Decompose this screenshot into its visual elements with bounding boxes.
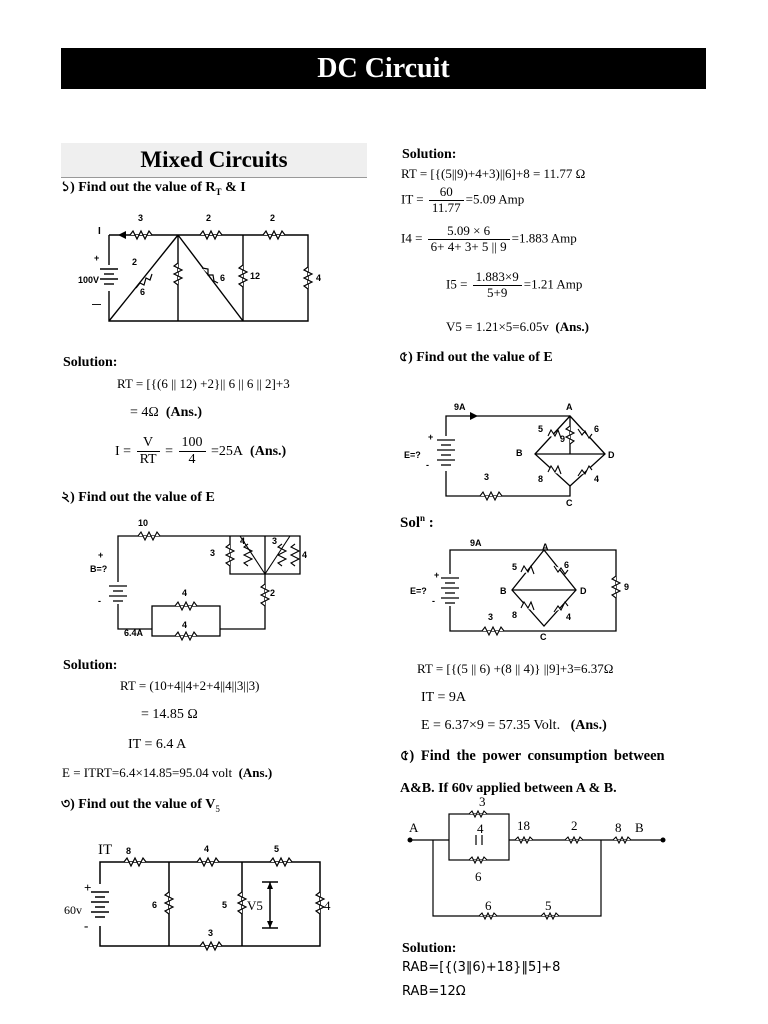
question-5-line2: A&B. If 60v applied between A & B. xyxy=(400,781,617,796)
it-result: IT = 9A xyxy=(421,690,466,705)
rt-equation: RT = [{(5||9)+4+3)||6]+8 = 11.77 Ω xyxy=(401,166,586,181)
question-text: ) Find out the value of E xyxy=(408,350,553,365)
current-label: 6.4A xyxy=(124,628,144,638)
resistor-label: 3 xyxy=(138,213,144,223)
resistor-label: 5 xyxy=(222,900,228,910)
resistor-label: 4 xyxy=(324,898,331,913)
denominator: 6+ 4+ 3+ 5 || 9 xyxy=(430,238,507,254)
question-2 xyxy=(61,490,215,506)
question-subscript: 5 xyxy=(215,803,220,814)
question-number: ১ xyxy=(61,180,71,195)
circuit-diagram-2 xyxy=(90,514,315,642)
rt-equation: RT = [{(5 || 6) +(8 || 4)} ||9]+3=6.37Ω xyxy=(417,661,614,676)
node-label: D xyxy=(580,586,587,596)
plus-sign: + xyxy=(434,570,440,580)
resistor-label: 3 xyxy=(272,536,278,546)
node-label: C xyxy=(566,498,573,508)
resistor-label: 8 xyxy=(538,474,544,484)
resistor-label: 4 xyxy=(594,474,600,484)
resistor-label: 3 xyxy=(210,548,216,558)
resistor-label: 6 xyxy=(594,424,600,434)
current-label: 9A xyxy=(454,402,466,412)
circuit-diagram-3 xyxy=(62,834,347,962)
question-number: ৫ xyxy=(400,748,410,764)
rt-equation: RT = [{(6 || 12) +2}|| 6 || 6 || 2]+3 xyxy=(117,376,290,391)
soln-label xyxy=(400,513,434,532)
e-value: E = 6.37×9 = 57.35 Volt. xyxy=(421,718,561,733)
resistor-label: 9 xyxy=(624,582,630,592)
resistor-label: 2 xyxy=(270,588,276,598)
voltage-label: 60v xyxy=(64,903,82,917)
resistor-label: 4 xyxy=(240,536,246,546)
numerator: V xyxy=(137,435,160,452)
numerator: 60 xyxy=(429,185,464,201)
node-label: C xyxy=(540,632,547,642)
rab-result: RAB=12Ω xyxy=(402,984,466,999)
answer-tag: (Ans.) xyxy=(570,718,607,733)
resistor-label: 9 xyxy=(560,434,566,444)
it-lhs: IT = xyxy=(401,191,424,207)
resistor-label: 4 xyxy=(566,612,572,622)
answer-tag: (Ans.) xyxy=(250,443,287,459)
i4-equation xyxy=(401,224,577,255)
i-result: =25A xyxy=(211,443,244,459)
soln-sup: n xyxy=(420,513,426,523)
it-result: IT = 6.4 A xyxy=(128,737,187,752)
i5-lhs: I5 = xyxy=(446,276,468,292)
resistor-label: 3 xyxy=(479,796,486,809)
voltage-label: 100V xyxy=(78,275,100,285)
current-equation xyxy=(115,435,286,468)
node-label: B xyxy=(635,820,644,835)
current-label: I xyxy=(98,226,101,237)
soln-text: Sol xyxy=(400,515,421,531)
e-equation xyxy=(62,766,272,781)
answer-tag: (Ans.) xyxy=(238,765,273,780)
it-result: =5.09 Amp xyxy=(465,191,525,207)
resistor-label: 4 xyxy=(182,588,188,598)
soln-colon: : xyxy=(425,515,434,531)
i4-lhs: I4 = xyxy=(401,230,423,246)
node-label: B xyxy=(500,586,507,596)
resistor-label: 4 xyxy=(316,273,322,283)
rt-value: = 4Ω xyxy=(130,405,159,420)
resistor-label: 5 xyxy=(274,844,280,854)
i5-result: =1.21 Amp xyxy=(523,276,583,292)
question-1 xyxy=(61,180,246,197)
resistor-label: 2 xyxy=(571,818,578,833)
resistor-label: 6 xyxy=(475,869,482,884)
resistor-label: 5 xyxy=(512,562,518,572)
answer-tag: (Ans.) xyxy=(165,405,202,420)
v5-value: V5 = 1.21×5=6.05v xyxy=(446,319,549,334)
resistor-label: 8 xyxy=(126,846,132,856)
fraction xyxy=(137,435,160,468)
resistor-label: 6 xyxy=(485,898,492,913)
solution-label: Solution: xyxy=(63,658,118,673)
resistor-label: 5 xyxy=(538,424,544,434)
current-label: IT xyxy=(98,842,113,858)
resistor-label: 3 xyxy=(488,612,494,622)
question-text: ) Find out the value of R xyxy=(70,180,216,195)
fraction xyxy=(473,270,522,301)
minus-sign: - xyxy=(432,596,435,606)
rab-equation: RAB=[{(3‖6)+18}‖5]+8 xyxy=(402,960,561,975)
resistor-label: 4 xyxy=(204,844,210,854)
circuit-diagram-6 xyxy=(405,796,675,921)
question-number: ৫ xyxy=(399,350,409,365)
node-label: D xyxy=(608,450,615,460)
node-label: B xyxy=(516,448,523,458)
numerator: 5.09 × 6 xyxy=(428,224,510,240)
i-lhs: I = xyxy=(115,443,132,459)
resistor-label: 8 xyxy=(512,610,518,620)
resistor-label: 2 xyxy=(132,257,138,267)
fraction xyxy=(428,224,510,255)
source-label: E=? xyxy=(410,586,427,596)
fraction xyxy=(179,435,206,468)
fraction xyxy=(429,185,464,216)
current-label: 9A xyxy=(470,538,482,548)
question-text: ) Find out the value of V xyxy=(70,797,216,812)
section-title: Mixed Circuits xyxy=(61,143,367,178)
plus-sign: + xyxy=(84,880,92,895)
e-equation xyxy=(421,718,607,734)
source-label: B=? xyxy=(90,564,108,574)
question-5 xyxy=(400,748,665,765)
rt-result: = 14.85 Ω xyxy=(141,707,198,722)
question-4 xyxy=(399,350,553,366)
plus-sign: + xyxy=(94,253,100,263)
resistor-label: 8 xyxy=(615,820,622,835)
question-subscript: T xyxy=(215,186,222,197)
i4-result: =1.883 Amp xyxy=(511,230,577,246)
question-number: ২ xyxy=(61,490,71,505)
rt-result xyxy=(130,405,202,421)
minus-sign: — xyxy=(92,299,101,309)
question-3 xyxy=(61,797,220,814)
circuit-diagram-4 xyxy=(400,396,650,511)
node-label: A xyxy=(566,402,573,412)
resistor-label: 6 xyxy=(140,287,146,297)
resistor-label: 6 xyxy=(152,900,158,910)
plus-sign: + xyxy=(428,432,434,442)
resistor-label: 3 xyxy=(484,472,490,482)
v5-label: V5 xyxy=(247,898,263,913)
denominator: 11.77 xyxy=(431,199,461,215)
v5-equation xyxy=(446,320,589,335)
rt-equation: RT = (10+4||4+2+4||4||3||3) xyxy=(120,678,260,693)
circuit-diagram-5 xyxy=(404,536,644,646)
question-number: ৩ xyxy=(61,797,71,812)
resistor-label: 6 xyxy=(220,273,226,283)
denominator: 4 xyxy=(188,452,196,468)
question-text: ) Find out the value of E xyxy=(70,490,215,505)
resistor-label: 10 xyxy=(138,518,149,528)
node-label: A xyxy=(409,820,419,835)
minus-sign: - xyxy=(98,596,101,606)
plus-sign: + xyxy=(98,550,104,560)
answer-tag: (Ans.) xyxy=(555,319,589,334)
resistor-label: 4 xyxy=(302,550,308,560)
resistor-label: 4 xyxy=(182,620,188,630)
denominator: 5+9 xyxy=(487,284,508,300)
it-equation xyxy=(401,185,524,216)
denominator: RT xyxy=(139,452,157,468)
equals: = xyxy=(165,443,174,459)
resistor-label: 5 xyxy=(545,898,552,913)
i5-equation xyxy=(446,270,582,301)
solution-label: Solution: xyxy=(402,941,457,956)
question-text-end: & I xyxy=(221,180,246,195)
resistor-label: 4 xyxy=(477,821,484,836)
minus-sign: - xyxy=(426,460,429,470)
solution-label: Solution: xyxy=(402,147,457,162)
source-label: E=? xyxy=(404,450,421,460)
circuit-diagram-1 xyxy=(78,203,323,328)
numerator: 100 xyxy=(179,435,206,452)
minus-sign: - xyxy=(84,918,89,933)
resistor-label: 3 xyxy=(208,928,214,938)
solution-label: Solution: xyxy=(63,355,118,370)
node-label: A xyxy=(542,542,549,552)
resistor-label: 6 xyxy=(564,560,570,570)
resistor-label: 2 xyxy=(206,213,212,223)
question-text: ) Find the power consumption between xyxy=(409,748,665,764)
resistor-label: 2 xyxy=(270,213,276,223)
e-value: E = ITRT=6.4×14.85=95.04 volt xyxy=(62,765,233,780)
page-title: DC Circuit xyxy=(61,48,706,89)
numerator: 1.883×9 xyxy=(473,270,522,286)
resistor-label: 12 xyxy=(250,271,261,281)
resistor-label: 18 xyxy=(517,818,530,833)
